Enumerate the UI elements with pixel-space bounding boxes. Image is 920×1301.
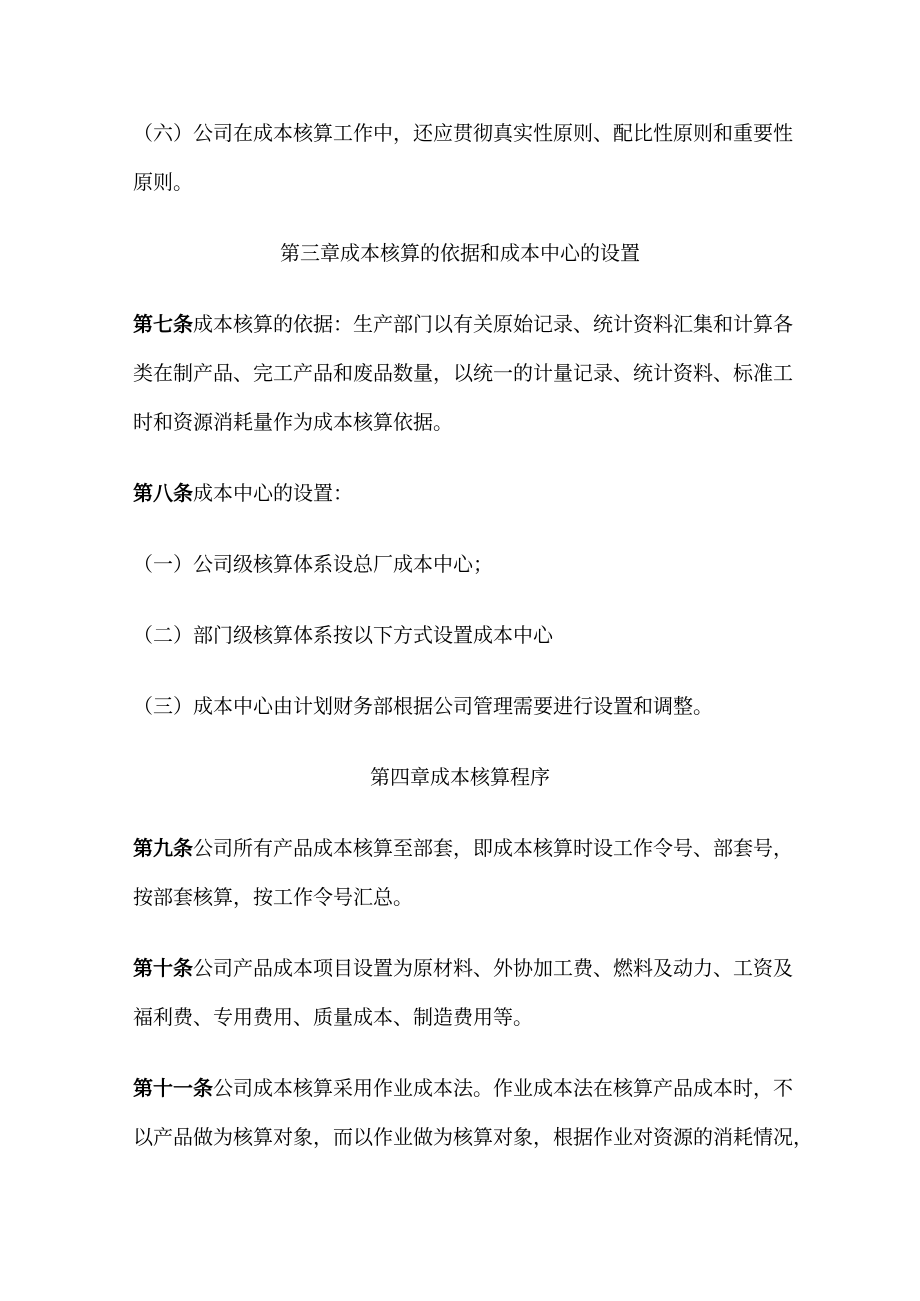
article-7-line-2: 类在制产品、完工产品和废品数量，以统一的计量记录、统计资料、标准工: [133, 361, 793, 385]
article-9-text-1: 公司所有产品成本核算至部套，即成本核算时设工作令号、部套号，: [193, 836, 793, 860]
article-8-label: 第八条: [133, 481, 193, 505]
article-10-line-1: [133, 954, 813, 982]
article-9-line-2: 按部套核算，按工作令号汇总。: [133, 885, 413, 909]
article-9-line-1: [133, 834, 813, 862]
article-11-line-2: 以产品做为核算对象，而以作业做为核算对象，根据作业对资源的消耗情况，: [133, 1125, 813, 1149]
article-11-line-1: [133, 1074, 813, 1102]
article-7-line-3: 时和资源消耗量作为成本核算依据。: [133, 410, 453, 434]
article-8-item-1: （一）公司级核算体系设总厂成本中心；: [133, 552, 493, 576]
article-8-text: 成本中心的设置：: [193, 481, 353, 505]
article-7-line-1: [133, 310, 813, 338]
section-6-line-2: 原则。: [133, 170, 193, 194]
article-10-text-1: 公司产品成本项目设置为原材料、外协加工费、燃料及动力、工资及: [193, 956, 793, 980]
article-11-text-1: 公司成本核算采用作业成本法。作业成本法在核算产品成本时，不: [213, 1076, 793, 1100]
article-10-line-2: 福利费、专用费用、质量成本、制造费用等。: [133, 1005, 533, 1029]
article-7-text-1: 成本核算的依据：生产部门以有关原始记录、统计资料汇集和计算各: [193, 312, 793, 336]
article-8-item-2: （二）部门级核算体系按以下方式设置成本中心: [133, 623, 553, 647]
article-10-label: 第十条: [133, 956, 193, 980]
article-11-label: 第十一条: [133, 1076, 213, 1100]
section-6-line-1: （六）公司在成本核算工作中，还应贯彻真实性原则、配比性原则和重要性: [133, 121, 793, 145]
article-7-label: 第七条: [133, 312, 193, 336]
article-8-item-3: （三）成本中心由计划财务部根据公司管理需要进行设置和调整。: [133, 694, 713, 718]
article-8-line: [133, 479, 813, 507]
article-9-label: 第九条: [133, 836, 193, 860]
chapter-4-title: 第四章成本核算程序: [370, 765, 550, 789]
chapter-3-title: 第三章成本核算的依据和成本中心的设置: [280, 241, 640, 265]
